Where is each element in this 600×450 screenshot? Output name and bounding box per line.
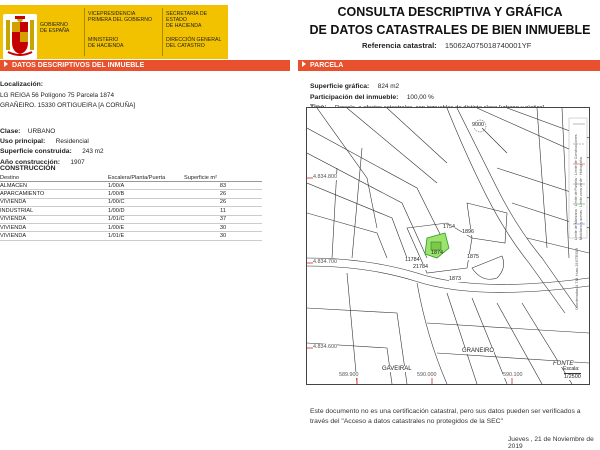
anio-value: 1907 xyxy=(70,159,85,166)
government-logo-bar xyxy=(0,5,228,59)
page-title-line2: DE DATOS CATASTRALES DE BIEN INMUEBLE xyxy=(309,23,591,37)
table-cell: 26 xyxy=(184,190,262,198)
construccion-label: CONSTRUCCIÓN xyxy=(0,165,56,172)
coord-note-text: Coordenadas U.T.M. Huso 29 ETRS89 xyxy=(575,248,579,310)
localizacion-line2: GRAÑEIRO. 15330 ORTIGUEIRA [A CORUÑA] xyxy=(0,102,136,109)
disclaimer-line2: través del "Acceso a datos catastrales no protegidos de la SEC" xyxy=(310,418,503,425)
anio-label: Año construcción: xyxy=(0,159,61,166)
coord-label: 589.900 xyxy=(339,372,359,378)
reference-value: 15062A075018740001YF xyxy=(444,41,532,50)
table-cell: 1/01/C xyxy=(108,215,184,223)
superficie-value: 243 m2 xyxy=(82,148,104,155)
place-label: GRANEIRO xyxy=(462,348,495,354)
scale-label: Escala: xyxy=(563,366,580,372)
logo-gobierno-text: GOBIERNO DE ESPAÑA xyxy=(40,22,70,34)
table-cell: APARCAMIENTO xyxy=(0,190,108,198)
coat-of-arms-icon xyxy=(3,14,37,60)
legend-item: Límite de Parcela xyxy=(574,178,578,207)
section-bar-parcela xyxy=(298,60,600,71)
parcel-label: 9000 xyxy=(472,122,484,128)
table-header: Superficie m² xyxy=(184,174,262,182)
coord-label: 590.000 xyxy=(417,372,437,378)
parcel-label: 1874 xyxy=(431,250,443,256)
coord-label: 4.834.800 xyxy=(313,174,337,180)
logo-ministerio-text: MINISTERIO DE HACIENDA xyxy=(88,37,124,49)
arrow-right-icon xyxy=(4,61,8,67)
table-cell: 11 xyxy=(184,207,262,215)
disclaimer-line1: Este documento no es una certificación catastral, pero sus datos pueden ser verificados a xyxy=(310,408,581,415)
table-cell: 1/00/A xyxy=(108,182,184,190)
logo-secretaria-text: SECRETARÍA DE ESTADO DE HACIENDA xyxy=(166,11,208,29)
logo-direccion-text: DIRECCIÓN GENERAL DEL CATASTRO xyxy=(166,37,222,49)
table-header: Destino xyxy=(0,174,108,182)
table-header-row xyxy=(0,174,262,182)
parcel-label: 1754 xyxy=(443,224,455,230)
reference-label: Referencia catastral: xyxy=(362,41,437,50)
table-cell: 1/00/D xyxy=(108,207,184,215)
section-title-parcela: PARCELA xyxy=(310,62,344,69)
clase-value: URBANO xyxy=(27,128,56,135)
legend-item: Límite de Manzana xyxy=(574,209,578,240)
parcel-label: 11784 xyxy=(405,257,420,263)
table-row xyxy=(0,198,262,206)
table-row xyxy=(0,190,262,198)
table-cell: VIVIENDA xyxy=(0,198,108,206)
cadastral-map-drawing xyxy=(307,108,589,384)
place-label: FONTE xyxy=(553,361,574,367)
legend-item: Mobiliario y aceras xyxy=(579,210,583,240)
table-cell: VIVIENDA xyxy=(0,215,108,223)
coord-label: 4.834.700 xyxy=(313,259,337,265)
parcel-label: 1875 xyxy=(467,254,479,260)
parcel-label: 21784 xyxy=(413,264,428,270)
table-cell: 30 xyxy=(184,223,262,231)
page-title-line1: CONSULTA DESCRIPTIVA Y GRÁFICA xyxy=(337,5,563,19)
legend-item: Hidrografía xyxy=(579,157,583,176)
table-cell: VIVIENDA xyxy=(0,232,108,240)
scale-value: 1/2500 xyxy=(564,374,581,380)
uso-value: Residencial xyxy=(55,138,89,145)
map-legend: Límite de Manzana · Límite de Parcela · Límite de Construcciones Mobiliario y aceras · Límite zona verde · Hidrografía xyxy=(574,134,583,240)
logo-divider xyxy=(162,8,163,56)
coord-note xyxy=(575,248,587,348)
participacion-label: Participación del inmueble: xyxy=(310,94,399,101)
clase-label: Clase: xyxy=(0,128,21,135)
table-row xyxy=(0,215,262,223)
legend-item: Límite zona verde xyxy=(579,178,583,207)
arrow-right-icon xyxy=(302,61,306,67)
table-cell: 83 xyxy=(184,182,262,190)
place-label: GAVEIRAL xyxy=(382,366,412,372)
cadastral-map[interactable] xyxy=(306,107,590,385)
superficie-label: Superficie construida: xyxy=(0,148,72,155)
table-cell: INDUSTRIAL xyxy=(0,207,108,215)
participacion-value: 100,00 % xyxy=(406,94,434,101)
table-cell: ALMACEN xyxy=(0,182,108,190)
localizacion-label: Localización: xyxy=(0,81,44,88)
table-row xyxy=(0,232,262,240)
section-bar-datos xyxy=(0,60,290,71)
disclaimer-notice xyxy=(310,407,581,427)
table-row xyxy=(0,182,262,190)
table-cell: 26 xyxy=(184,198,262,206)
localizacion-line1: LG REIGA 56 Polígono 75 Parcela 1874 xyxy=(0,92,115,99)
legend-item: Límite de Construcciones xyxy=(574,134,578,176)
table-cell: 1/00/E xyxy=(108,223,184,231)
sup-grafica-label: Superficie gráfica: xyxy=(310,83,370,90)
uso-label: Uso principal: xyxy=(0,138,46,145)
footer-date: Jueves , 21 de Noviembre de 2019 xyxy=(508,436,594,450)
coord-label: 4.834.600 xyxy=(313,344,337,350)
section-title-datos: DATOS DESCRIPTIVOS DEL INMUEBLE xyxy=(12,62,145,69)
table-header: Escalera/Planta/Puerta xyxy=(108,174,184,182)
table-row xyxy=(0,223,262,231)
construccion-table xyxy=(0,174,262,241)
table-cell: 1/00/C xyxy=(108,198,184,206)
coord-label: 590.100 xyxy=(503,372,523,378)
sup-grafica-value: 824 m2 xyxy=(377,83,400,90)
parcel-label: 1896 xyxy=(462,229,474,235)
parcel-label: 1873 xyxy=(449,276,461,282)
logo-vicepresidencia-text: VICEPRESIDENCIA PRIMERA DEL GOBIERNO xyxy=(88,11,153,23)
table-cell: 37 xyxy=(184,215,262,223)
logo-divider xyxy=(84,8,85,56)
table-cell: 1/01/E xyxy=(108,232,184,240)
table-cell: 30 xyxy=(184,232,262,240)
reference-line xyxy=(362,41,531,50)
table-cell: VIVIENDA xyxy=(0,223,108,231)
table-row xyxy=(0,207,262,215)
table-cell: 1/00/B xyxy=(108,190,184,198)
